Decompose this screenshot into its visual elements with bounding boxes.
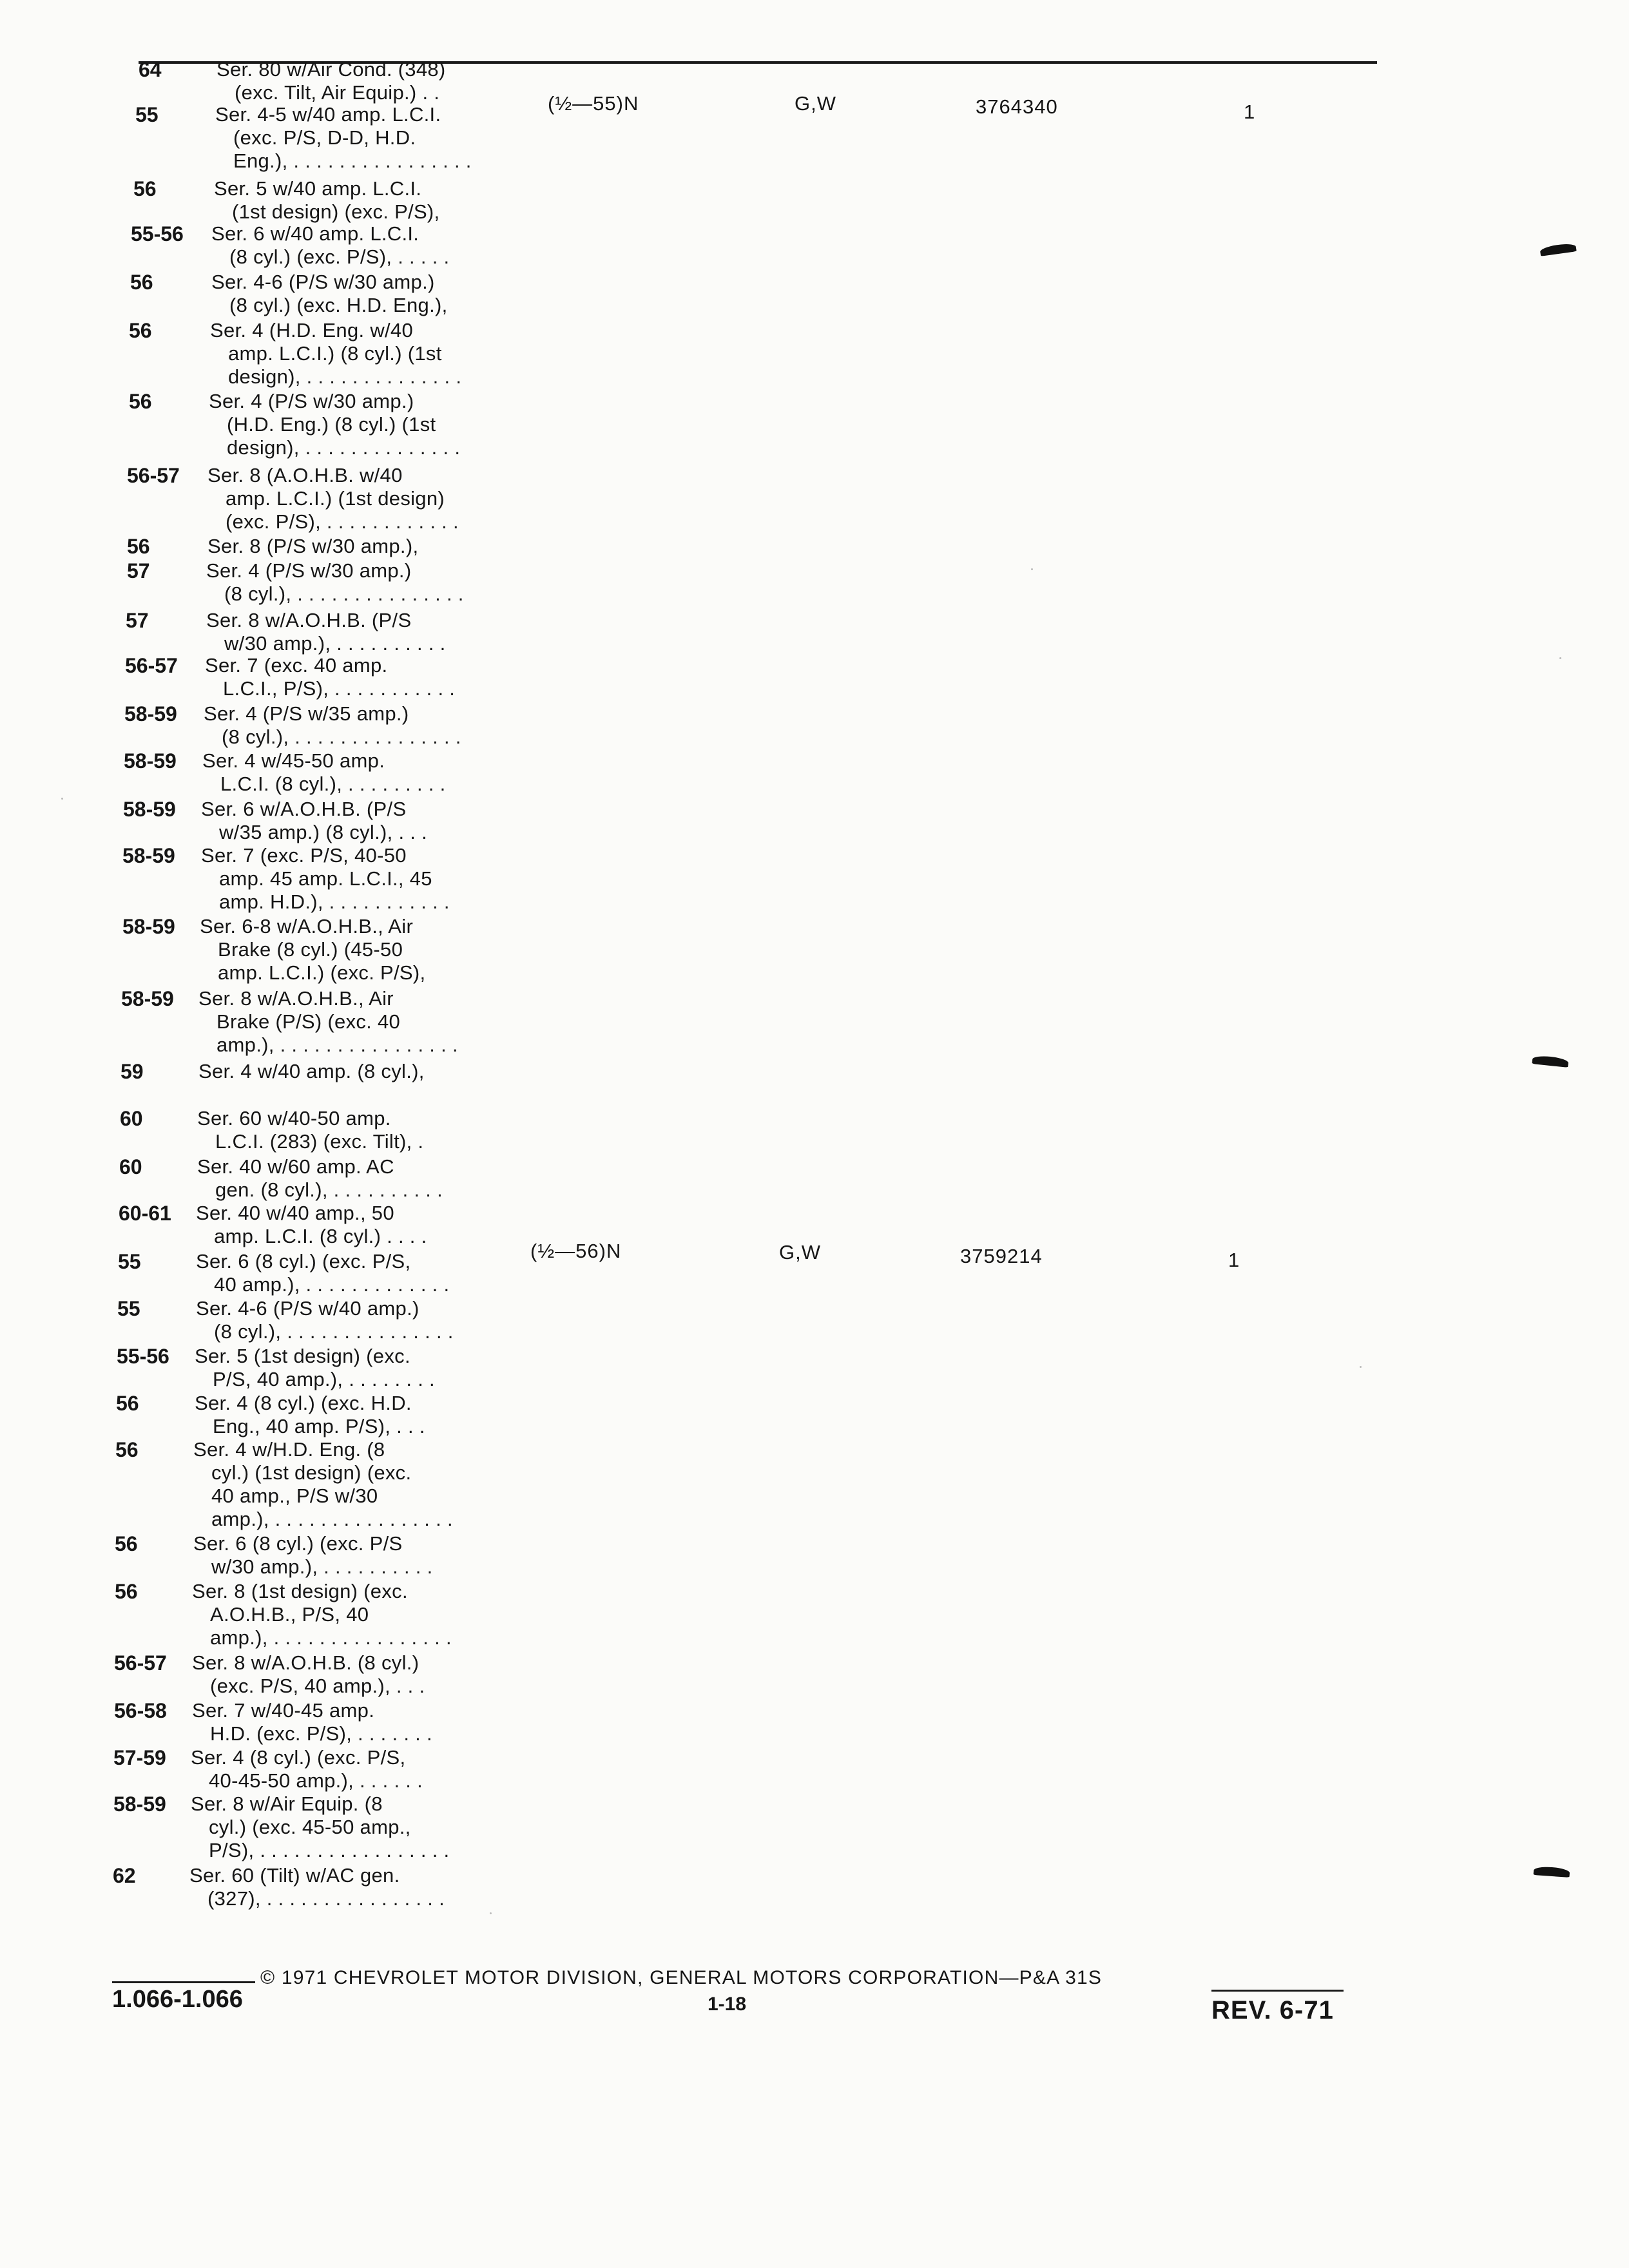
description-line: (1st design) (exc. P/S), [232,200,440,223]
application-description [207,535,418,558]
model-year: 55-56 [131,222,184,245]
description-line: Ser. 8 w/Air Equip. (8 [191,1792,383,1815]
model-year: 56 [130,271,153,294]
model-year: 56 [127,535,150,558]
model-year: 57 [126,609,149,632]
size-code: (½—55)N [548,92,639,115]
description-line: Ser. 4 w/40 amp. (8 cyl.), [198,1060,425,1082]
description-line: cyl.) (1st design) (exc. [211,1461,412,1484]
description-line: amp. L.C.I.) (1st design) [226,487,445,510]
description-line: Eng.), . . . . . . . . . . . . . . . . [233,149,472,172]
application-description [198,1060,425,1083]
scan-speck [1031,568,1033,570]
model-year: 55 [117,1297,140,1320]
model-year: 56 [116,1392,139,1415]
model-year: 56 [129,390,152,413]
application-description [191,1792,449,1862]
model-year: 55 [118,1250,141,1273]
description-line: Ser. 4 (P/S w/35 amp.) [204,702,409,725]
application-description [211,222,449,269]
description-line: 40 amp.), . . . . . . . . . . . . . [214,1273,450,1296]
description-line: amp.), . . . . . . . . . . . . . . . . [211,1508,453,1530]
model-year: 58-59 [124,702,177,726]
application-description [197,1155,443,1202]
model-year: 60-61 [119,1202,171,1225]
scan-speck [1559,657,1561,659]
color-code: G,W [779,1241,821,1264]
part-number: 3764340 [976,95,1058,118]
description-line: amp. L.C.I.) (exc. P/S), [218,961,426,984]
description-line: Eng., 40 amp. P/S), . . . [213,1415,425,1437]
description-line: Ser. 8 w/A.O.H.B., Air [198,987,394,1010]
description-line: w/30 amp.), . . . . . . . . . . [224,632,446,655]
description-line: Ser. 4-5 w/40 amp. L.C.I. [215,103,441,126]
application-description [209,390,460,459]
description-line: (8 cyl.), . . . . . . . . . . . . . . . [222,726,461,748]
description-line: (8 cyl.), . . . . . . . . . . . . . . . [214,1320,454,1343]
description-line: w/35 amp.) (8 cyl.), . . . [219,821,428,843]
application-description [211,271,448,317]
catalog-range: 1.066-1.066 [112,1986,243,2013]
description-line: amp.), . . . . . . . . . . . . . . . . [210,1626,452,1649]
description-line: Ser. 4-6 (P/S w/40 amp.) [196,1297,419,1320]
application-description [202,749,446,796]
size-code: (½—56)N [530,1240,622,1262]
description-line: L.C.I. (8 cyl.), . . . . . . . . . [220,773,446,795]
quantity: 1 [1228,1249,1240,1271]
application-description [204,702,461,749]
application-description [196,1297,454,1343]
description-line: Ser. 4 (H.D. Eng. w/40 [210,319,414,341]
description-line: (exc. P/S), . . . . . . . . . . . . [226,510,459,533]
description-line: Ser. 4-6 (P/S w/30 amp.) [211,271,435,293]
description-line: A.O.H.B., P/S, 40 [210,1603,369,1626]
description-line: Ser. 6 (8 cyl.) (exc. P/S, [196,1250,411,1273]
description-line: Ser. 4 (8 cyl.) (exc. P/S, [191,1746,406,1769]
application-description [195,1392,425,1438]
application-description [205,654,455,700]
application-description [210,319,461,389]
description-line: (8 cyl.) (exc. H.D. Eng.), [229,294,448,316]
model-year: 60 [119,1155,142,1178]
description-line: (exc. Tilt, Air Equip.) . . [235,81,440,104]
binder-hole-mark [1532,1055,1568,1068]
description-line: Ser. 60 w/40-50 amp. [197,1107,391,1129]
description-line: H.D. (exc. P/S), . . . . . . . [210,1722,432,1745]
application-description [192,1580,452,1649]
model-year: 57 [127,559,150,582]
description-line: L.C.I., P/S), . . . . . . . . . . . [223,677,456,700]
description-line: amp. L.C.I. (8 cyl.) . . . . [214,1225,427,1247]
application-description [193,1532,433,1579]
description-line: (327), . . . . . . . . . . . . . . . . [207,1887,445,1910]
description-line: Ser. 8 (1st design) (exc. [192,1580,408,1602]
description-line: Ser. 60 (Tilt) w/AC gen. [189,1864,400,1887]
description-line: (8 cyl.) (exc. P/S), . . . . . [229,245,450,268]
application-description [189,1864,445,1910]
binder-hole-mark [1539,242,1576,256]
application-description [217,58,446,104]
model-year: 58-59 [113,1792,166,1816]
application-description [215,103,472,173]
binder-hole-mark [1534,1866,1570,1878]
model-year: 56-57 [127,464,180,487]
description-line: (H.D. Eng.) (8 cyl.) (1st [227,413,436,436]
description-line: Ser. 40 w/40 amp., 50 [196,1202,394,1224]
description-line: P/S, 40 amp.), . . . . . . . . [213,1368,435,1390]
description-line: Ser. 80 w/Air Cond. (348) [217,58,446,81]
application-description [196,1250,449,1296]
application-description [201,844,450,914]
description-line: gen. (8 cyl.), . . . . . . . . . . [215,1178,443,1201]
color-code: G,W [795,92,836,115]
model-year: 58-59 [122,844,175,867]
description-line: w/30 amp.), . . . . . . . . . . [211,1555,433,1578]
description-line: Ser. 40 w/60 amp. AC [197,1155,394,1178]
model-year: 59 [120,1060,144,1083]
description-line: Ser. 6 (8 cyl.) (exc. P/S [193,1532,403,1555]
revision-label: REV. 6-71 [1211,1996,1334,2024]
description-line: Brake (P/S) (exc. 40 [217,1010,401,1033]
application-description [198,987,458,1057]
model-year: 60 [120,1107,143,1130]
model-year: 62 [113,1864,136,1887]
description-line: design), . . . . . . . . . . . . . . [228,365,462,388]
model-year: 64 [139,58,162,81]
description-line: Ser. 5 w/40 amp. L.C.I. [214,177,422,200]
description-line: amp. 45 amp. L.C.I., 45 [219,867,432,890]
description-line: amp. L.C.I.) (8 cyl.) (1st [228,342,442,365]
description-line: 40-45-50 amp.), . . . . . . [209,1769,423,1792]
scan-speck [490,1912,492,1914]
model-year: 58-59 [124,749,177,773]
copyright-notice: © 1971 CHEVROLET MOTOR DIVISION, GENERAL MOTORS CORPORATION—P&A 31S [260,1967,1103,1988]
description-line: Ser. 7 (exc. 40 amp. [205,654,388,677]
description-line: Ser. 5 (1st design) (exc. [195,1345,410,1367]
model-year: 56 [115,1438,139,1461]
description-line: Ser. 6-8 w/A.O.H.B., Air [200,915,414,937]
application-description [201,798,427,844]
application-description [206,559,464,606]
footer-rule-left [112,1981,255,1983]
description-line: Ser. 6 w/40 amp. L.C.I. [211,222,419,245]
model-year: 56-58 [114,1699,167,1722]
description-line: Ser. 7 w/40-45 amp. [192,1699,375,1722]
description-line: Ser. 7 (exc. P/S, 40-50 [201,844,407,867]
description-line: Ser. 4 (P/S w/30 amp.) [206,559,412,582]
model-year: 58-59 [123,798,176,821]
application-description [206,609,446,655]
description-line: Ser. 4 (8 cyl.) (exc. H.D. [195,1392,412,1414]
description-line: (8 cyl.), . . . . . . . . . . . . . . . [224,582,464,605]
description-line: amp.), . . . . . . . . . . . . . . . . [217,1033,458,1056]
scan-speck [1360,1366,1362,1368]
description-line: Ser. 4 w/45-50 amp. [202,749,385,772]
model-year: 55 [135,103,159,126]
description-line: (exc. P/S, D-D, H.D. [233,126,416,149]
application-description [191,1746,423,1792]
model-year: 56 [133,177,157,200]
model-year: 58-59 [121,987,174,1010]
model-year: 57-59 [113,1746,166,1769]
description-line: P/S), . . . . . . . . . . . . . . . . . [209,1839,450,1861]
part-number: 3759214 [960,1245,1043,1267]
description-line: (exc. P/S, 40 amp.), . . . [210,1675,425,1697]
description-line: Ser. 8 w/A.O.H.B. (P/S [206,609,412,631]
description-line: 40 amp., P/S w/30 [211,1485,378,1507]
description-line: Ser. 6 w/A.O.H.B. (P/S [201,798,407,820]
description-line: Ser. 4 w/H.D. Eng. (8 [193,1438,385,1461]
model-year: 56 [115,1532,138,1555]
application-description [192,1651,425,1698]
application-description [193,1438,453,1531]
description-line: Ser. 4 (P/S w/30 amp.) [209,390,414,412]
model-year: 56-57 [114,1651,167,1675]
description-line: design), . . . . . . . . . . . . . . [227,436,461,459]
description-line: Ser. 8 w/A.O.H.B. (8 cyl.) [192,1651,419,1674]
application-description [200,915,425,985]
application-description [196,1202,427,1248]
quantity: 1 [1244,101,1256,123]
description-line: L.C.I. (283) (exc. Tilt), . [215,1130,424,1153]
model-year: 56-57 [125,654,178,677]
model-year: 56 [115,1580,138,1603]
page-number: 1-18 [708,1994,747,2015]
application-description [207,464,459,533]
model-year: 55-56 [117,1345,169,1368]
application-description [214,177,439,224]
description-line: Brake (8 cyl.) (45-50 [218,938,403,961]
model-year: 56 [129,319,152,342]
application-description [195,1345,435,1391]
description-line: Ser. 8 (A.O.H.B. w/40 [207,464,403,486]
description-line: Ser. 8 (P/S w/30 amp.), [207,535,419,557]
scan-speck [61,798,63,800]
description-line: cyl.) (exc. 45-50 amp., [209,1816,411,1838]
application-description [197,1107,423,1153]
model-year: 58-59 [122,915,175,938]
application-description [192,1699,432,1745]
footer-rule-right [1211,1990,1344,1992]
description-line: amp. H.D.), . . . . . . . . . . . [219,890,450,913]
